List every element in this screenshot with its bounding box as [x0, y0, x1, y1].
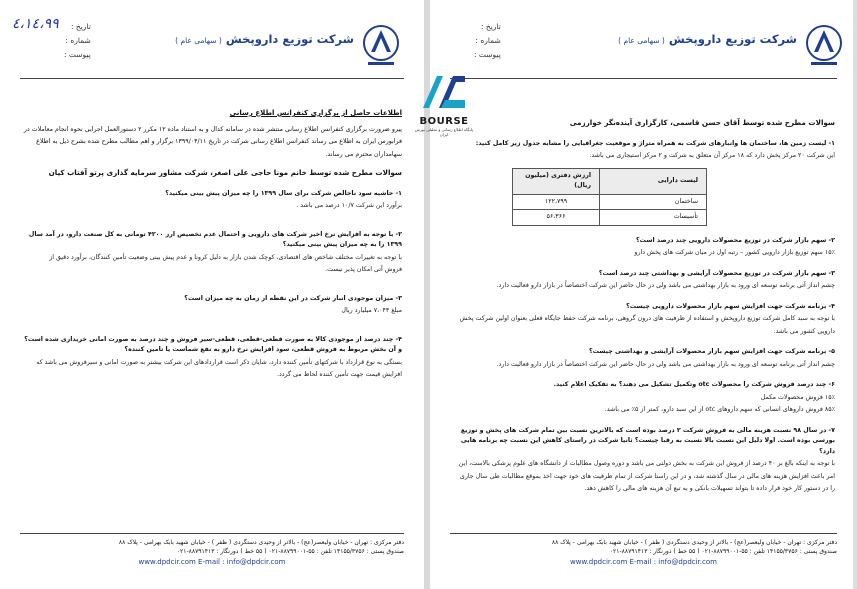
- header-rule: [450, 78, 837, 79]
- footer-web: www.dpdcir.com E-mail : info@dpdcir.com: [138, 558, 286, 566]
- date-label: تاریخ :: [70, 22, 91, 31]
- answer: ۱۵٪ سهم توزیع بازار دارویی کشور – رتبه اول در میان شرکت های پخش دارو: [634, 249, 835, 256]
- company-name-text: شرکت توزیع داروپخش: [668, 32, 797, 46]
- company-type: ( سهامی عام ): [618, 36, 665, 45]
- answer: امر باعث افزایش هزینه های مالی در سال گذشته شد، و در این راستا شرکت از تمام ظرفیت های خود جهت اخذ بموقع مطالبات طی سال جاری: [459, 472, 835, 480]
- bourse-logo-icon: [419, 70, 469, 112]
- question: ۷- در سال ۹۸ نسبت هزینه مالی به فروش شرکت ۲ درصد بوده است که بالاترین نسبت بین تمام شرکت های پخش و توزیع بورسی بوده است. اولا دلیل این نسبت بالا نسبت به رقبا چیست؟ ثانیا شرکت در راستای کاهش این نسبت چه برنامه هایی دارد؟: [460, 426, 835, 455]
- footer-web: www.dpdcir.com E-mail : info@dpdcir.com: [570, 558, 717, 566]
- answer: دارویی کشور می باشد.: [773, 327, 835, 335]
- table-cell: ساختمان: [600, 194, 707, 210]
- questioner-heading: سوالات مطرح شده توسط خانم مونا حاجی علی اصغر، شرکت مشاور سرمایه گذاری پرتو آفتاب کیان: [48, 168, 402, 177]
- company-type: ( سهامی عام ): [175, 36, 222, 45]
- company-name-text: شرکت توزیع داروپخش: [225, 32, 354, 46]
- questioner-heading: سوالات مطرح شده توسط آقای حسن قاسمی، کارگزاری آینده‌نگر خوارزمی: [569, 118, 835, 127]
- question: ۶- چند درصد فروش شرکت را محصولات otc وتکمیل تشکیل می دهند؟ به تفکیک اعلام کنید.: [553, 381, 835, 388]
- bourse-text: BOURSE: [419, 116, 469, 127]
- answer: با توجه به اینکه بالغ بر ۴۰ درصد از فروش این شرکت به بخش دولتی می باشد و دوره وصول مطالبات از دانشگاه های علوم پزشکی بالاست، این: [458, 460, 835, 467]
- bourse-watermark: [414, 70, 474, 140]
- number-label: شماره :: [475, 36, 501, 45]
- bourse-caption: پایگاه اطلاع رسانی و تحلیلی بورس ایران: [414, 127, 474, 137]
- answer: ۱۵٪ فروش محصولات مکمل: [760, 393, 835, 401]
- letterhead: [430, 14, 857, 76]
- footer-address: دفتر مرکزی : تهران - خیابان ولیعصر(عج) - بالاتر از وحیدی دستگردی ( ظفر ) - خیابان شهید بابک بهرامی - پلاک ۸۸: [551, 539, 837, 546]
- answer: با توجه به سبد کامل شرکت توزیع داروپخش و استفاده از ظرفیت های درون گروهی، برنامه شرکت حفظ جایگاه فعلی بعنوان اولین شرکت پخش: [459, 315, 835, 322]
- number-label: شماره :: [65, 36, 91, 45]
- table-header: ارزش دفتری (میلیون ریال): [513, 168, 600, 194]
- page-body: [22, 108, 402, 383]
- answer: بستگی به نوع قرارداد با شرکتهای تأمین کننده دارد، شایان ذکر است قراردادهای این شرکت بیشتر به صورت امانی و سیرفروش می باشد که: [36, 358, 402, 366]
- answer: چشم انداز آتی برنامه توسعه ای ورود به بازار بهداشتی می باشد ولی در حال حاضر این شرکت اختصاصاً در بازار دارو فعالیت دارد.: [496, 282, 835, 289]
- handwritten-date: ۹۹،٤،١٤: [12, 16, 59, 32]
- date-label: تاریخ :: [480, 22, 501, 31]
- answer: افزایش قیمت جهت تأمین کننده لحاظ می گردد.: [276, 371, 402, 378]
- question: ۲- سهم بازار شرکت در توزیع محصولات دارویی چند درصد است؟: [636, 236, 835, 244]
- table-cell: تأسیسات: [600, 210, 707, 226]
- answer: با توجه به تغییرات مختلف شاخص های اقتصادی، کوچک شدن بازار به دلیل کرونا و عدم پیش بینی وضعیت تأمین کنندگان، برآورد دقیق از: [49, 253, 402, 261]
- question: ۱- حاشیه سود ناخالص شرکت برای سال ۱۳۹۹ را چه میزان پیش بینی میکنید؟: [165, 189, 402, 197]
- page-edge: [853, 0, 857, 589]
- question: ۳- سهم بازار شرکت در توزیع محصولات آرایشی و بهداشتی چند درصد است؟: [598, 269, 835, 277]
- answer: فروش آتی امکان پذیر نیست.: [325, 266, 402, 273]
- document-page-1: [430, 0, 857, 589]
- footer-contact: صندوق پستی : ۱۴۱۵۵/۳۷۵۶ تلفن : ۵۵-۸۸۷۹۹۰۰۱-۰۲۱ ( ۵۵ خط ) دورنگار : ۸۸۷۹۱۴۱۳-۰۲۱: [176, 548, 404, 555]
- letter-meta: [474, 20, 501, 62]
- question: ۵- برنامه شرکت جهت افزایش سهم بازار محصولات آرایشی و بهداشتی چیست؟: [588, 348, 835, 355]
- question: ۴- برنامه شرکت جهت افزایش سهم بازار محصولات دارویی چیست؟: [626, 302, 835, 310]
- company-logo-icon: [805, 22, 843, 68]
- intro-line: پیرو ضرورت برگزاری کنفرانس اطلاع رسانی منتشر شده در سامانه کدال و به استناد ماده ۱۲ مکرر ۲ دستورالعمل اجرایی نحوه انجام معاملات در: [23, 125, 402, 133]
- company-name: [175, 32, 354, 46]
- answer: ۸۵٪ فروش داروهای انسانی که سهم داروهای otc از این سبد دارو، کمتر از ۵٪ می باشد.: [604, 406, 835, 413]
- answer: چشم انداز آتی برنامه توسعه ای ورود به بازار بهداشتی می باشد ولی در حال حاضر این شرکت اختصاصاً در بازار دارو فعالیت دارد.: [496, 360, 835, 368]
- attachment-label: پیوست :: [64, 50, 91, 59]
- table-cell: ۵۶،۳۶۶: [513, 210, 600, 226]
- letterhead: [0, 14, 424, 76]
- attachment-label: پیوست :: [474, 50, 501, 59]
- letter-meta: [64, 20, 91, 62]
- page-body: [452, 118, 835, 497]
- intro-line: سهامداران محترم می رساند.: [325, 150, 402, 158]
- assets-table: [512, 168, 707, 226]
- answer: مبلغ ۷،۰۴۴ میلیارد ریال: [341, 307, 402, 314]
- table-cell: ۱۲۲،۷۹۹: [513, 194, 600, 210]
- header-rule: [20, 78, 404, 79]
- answer: این شرکت ۲۰ مرکز پخش دارد که ۱۸ مرکز آن متعلق به شرکت و ۲ مرکز استیجاری می باشد.: [589, 152, 835, 159]
- footer-address: دفتر مرکزی : تهران - خیابان ولیعصر(عج) - بالاتر از وحیدی دستگردی ( ظفر ) - خیابان شهید بابک بهرامی - پلاک ۸۸: [118, 539, 404, 546]
- section-title: اطلاعات حاصل از برگزاری کنفرانس اطلاع رسانی: [229, 109, 402, 117]
- letter-footer: [20, 533, 404, 567]
- question: ۱- لیست زمین ها، ساختمان ها وانبارهای شرکت به همراه متراژ و موقعیت جغرافیایی را مشابه جدول زیر کامل کنید:: [475, 139, 835, 147]
- table-row: [513, 194, 707, 210]
- table-header: لیست دارایی: [600, 168, 707, 194]
- company-name: [618, 32, 797, 46]
- answer: را در دستور کار خود قرار داده تا بتواند تسهیلات بانکی و به تبع آن هزینه های مالی را کاهش دهد.: [584, 485, 835, 492]
- company-logo-icon: [362, 22, 400, 68]
- question: ۴- چند درصد از موجودی کالا به صورت قطعی-قطعی، قطعی-سیر فروش و چند درصد به صورت امانی خریداری شده است؟ و آن بخش مربوط به فروش قطعی، سود افزایش نرخ دارو به نفع شماست یا تامین کننده؟: [24, 335, 402, 353]
- document-page-2: [0, 0, 424, 589]
- question: ۳- میزان موجودی انبار شرکت در این نقطه از زمان به چه میزان است؟: [184, 294, 402, 302]
- question: ۲- با توجه به افزایش نرخ اخیر شرکت های دارویی و احتمال عدم تخصیص ارز ۴۲۰۰ تومانی به کل صنعت دارو، در آمد سال ۱۳۹۹ را به چه میزان پیش بینی میکنید؟: [28, 230, 402, 248]
- table-row: [513, 210, 707, 226]
- answer: برآورد این شرکت ۱۰/۷ درصد می باشد .: [296, 202, 402, 209]
- table-header-row: [513, 168, 707, 194]
- letter-footer: [450, 533, 837, 567]
- footer-contact: صندوق پستی : ۱۴۱۵۵/۳۷۵۶ تلفن : ۵۵-۸۸۷۹۹۰۰۱-۰۲۱ ( ۵۵ خط ) دورنگار : ۸۸۷۹۱۴۱۳-۰۲۱: [609, 548, 837, 555]
- intro-line: فرابورس ایران به اطلاع می رساند کنفرانس اطلاع رسانی شرکت در تاریخ ۱۳۹۹/۰۴/۱۱ برگزار و اهم مطالب مطرح شده بشرح ذیل به اطلاع: [36, 138, 402, 145]
